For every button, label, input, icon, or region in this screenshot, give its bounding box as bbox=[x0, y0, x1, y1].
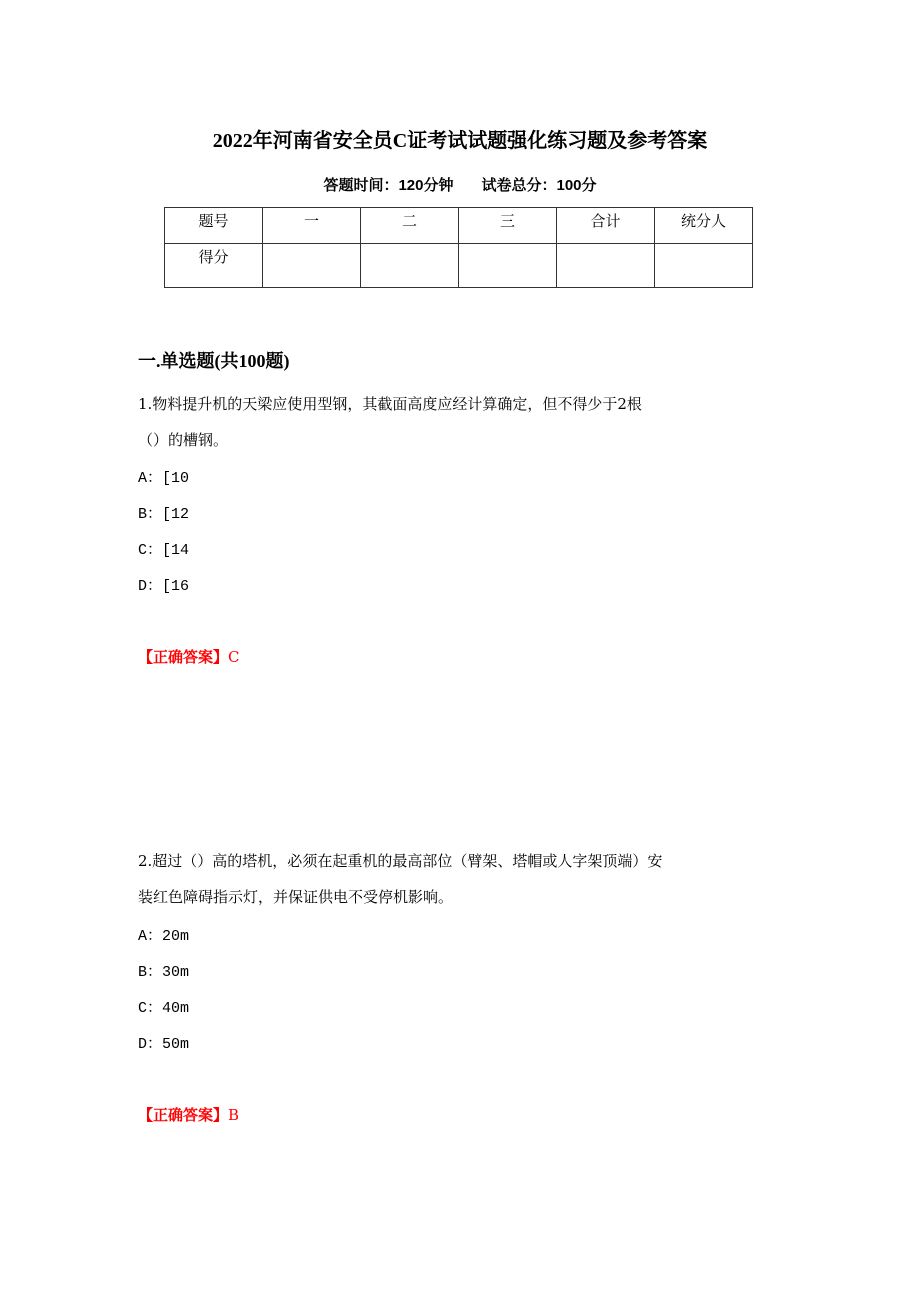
question-1-stem bbox=[138, 386, 798, 458]
header-cell-section-3: 三 bbox=[459, 208, 557, 244]
score-cell-section-2 bbox=[361, 244, 459, 288]
question-2-answer bbox=[138, 1104, 239, 1125]
question-2-option-b: B：30m bbox=[138, 964, 190, 981]
document-title: 2022年河南省安全员C证考试试题强化练习题及参考答案 bbox=[212, 130, 708, 152]
answer-label: 【正确答案】 bbox=[138, 648, 229, 666]
question-1-line-2: （）的槽钢。 bbox=[138, 431, 229, 449]
question-2-option-c: C：40m bbox=[138, 1000, 190, 1017]
score-table bbox=[164, 207, 753, 288]
score-table-score-row bbox=[165, 244, 753, 288]
question-1-option-d: D：[16 bbox=[138, 578, 190, 595]
question-1-option-b: B：[12 bbox=[138, 506, 190, 523]
question-2-line-2: 装红色障碍指示灯，并保证供电不受停机影响。 bbox=[138, 888, 454, 906]
score-cell-section-3 bbox=[459, 244, 557, 288]
question-1-answer bbox=[138, 646, 240, 667]
total-score: 试卷总分：100分 bbox=[481, 177, 597, 194]
header-cell-section-2: 二 bbox=[361, 208, 459, 244]
section-heading: 一.单选题(共100题) bbox=[138, 351, 290, 371]
score-cell-label: 得分 bbox=[165, 244, 263, 288]
answer-value: B bbox=[228, 1106, 240, 1124]
header-cell-section-1: 一 bbox=[263, 208, 361, 244]
question-1-line-1: 1.物料提升机的天梁应使用型钢，其截面高度应经计算确定，但不得少于2根 bbox=[138, 395, 642, 413]
question-2-stem bbox=[138, 843, 798, 915]
score-cell-grader bbox=[655, 244, 753, 288]
exam-meta bbox=[0, 174, 920, 195]
answer-label: 【正确答案】 bbox=[138, 1106, 229, 1124]
question-2-option-d: D：50m bbox=[138, 1036, 190, 1053]
header-cell-grader: 统分人 bbox=[655, 208, 753, 244]
question-1-option-c: C：[14 bbox=[138, 542, 190, 559]
score-table-header-row bbox=[165, 208, 753, 244]
question-2-line-1: 2.超过（）高的塔机，必须在起重机的最高部位（臂架、塔帽或人字架顶端）安 bbox=[138, 852, 663, 870]
header-cell-total: 合计 bbox=[557, 208, 655, 244]
header-cell-question-no: 题号 bbox=[165, 208, 263, 244]
score-cell-total bbox=[557, 244, 655, 288]
answer-value: C bbox=[228, 648, 240, 666]
question-1-option-a: A：[10 bbox=[138, 470, 190, 487]
question-2-option-a: A：20m bbox=[138, 928, 190, 945]
score-cell-section-1 bbox=[263, 244, 361, 288]
exam-time: 答题时间：120分钟 bbox=[323, 177, 454, 194]
